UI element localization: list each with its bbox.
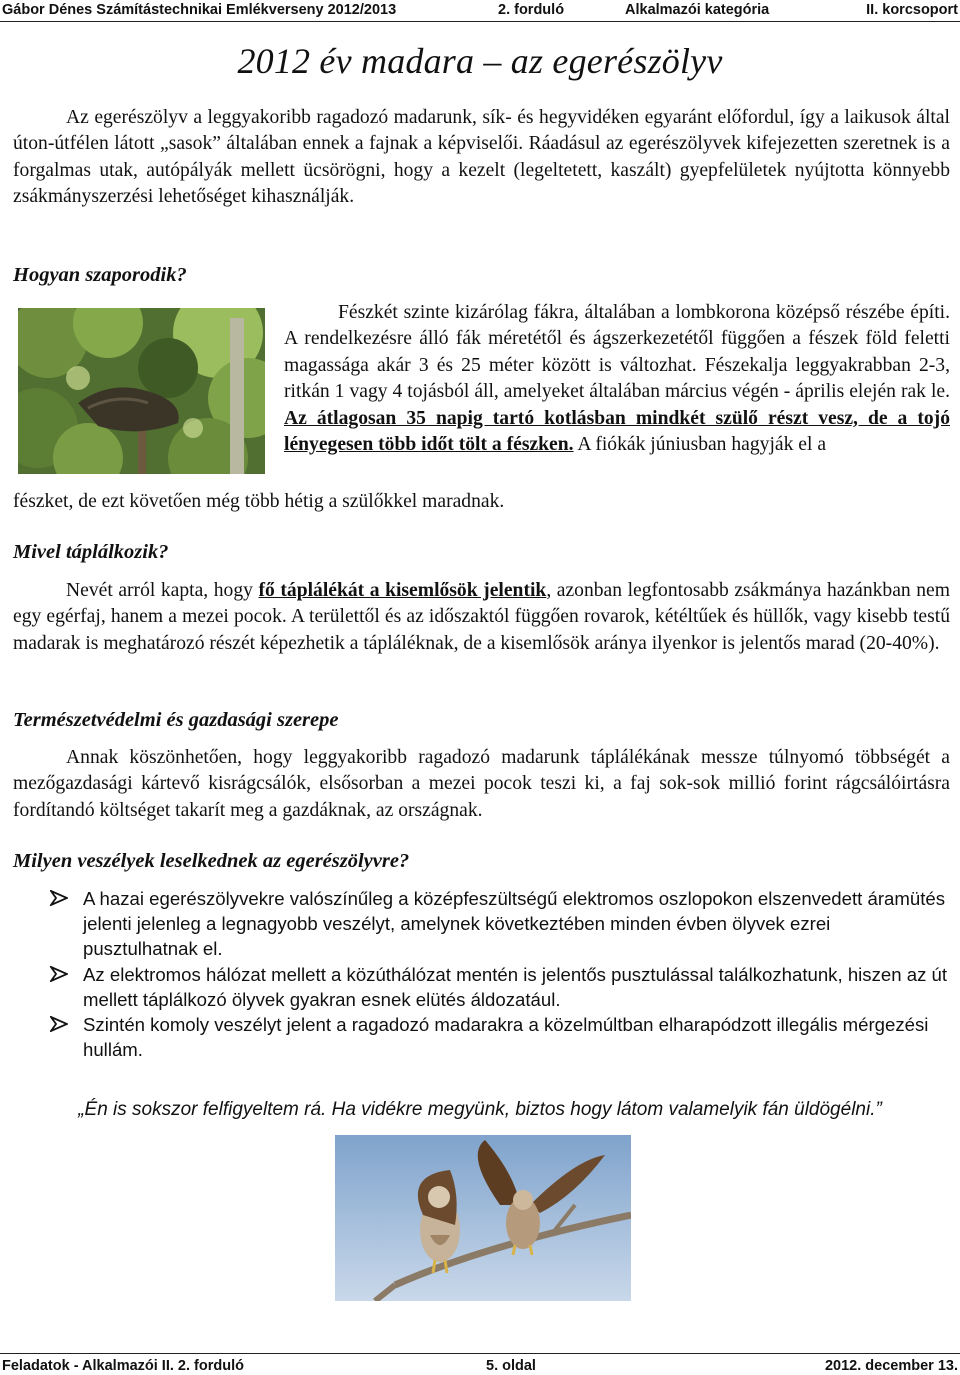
hawks-image [335,1135,631,1301]
footer-left: Feladatok - Alkalmazói II. 2. forduló [2,1358,244,1374]
diet-heading: Mivel táplálkozik? [13,541,169,563]
reproduction-heading: Hogyan szaporodik? [13,264,187,286]
competition-name: Gábor Dénes Számítástechnikai Emlékverseny 2012/2013 [2,2,397,18]
reproduction-underlined-text: Az átlagosan 35 napig tartó kotlásban mindkét szülő részt vesz, de a tojó lényegesen több időt tölt a fészken. [284,407,950,456]
page-header [0,0,960,22]
list-item [50,962,950,1012]
reproduction-continued: fészket, de ezt követően még több hétig a szülőkkel maradnak. [13,491,505,512]
role-heading: Természetvédelmi és gazdasági szerepe [13,709,339,731]
document-title: 2012 év madara – az egerészölyv [237,41,723,81]
hawks-photo [335,1135,631,1301]
page-number: 5. oldal [486,1358,536,1374]
quote: „Én is sokszor felfigyeltem rá. Ha vidékre megyünk, biztos hogy látom valamelyik fán üldögélni.” [78,1099,882,1120]
list-item [50,886,950,962]
danger-text-3: Szintén komoly veszélyt jelent a ragadozó madarakra a közelmúltban elharapódzott illegális mérgezési hullám. [83,1014,929,1061]
diet-text-before: Nevét arról kapta, hogy [66,580,259,601]
diet-paragraph [13,578,950,657]
list-item [50,1012,950,1062]
page-footer [0,1353,960,1375]
arrowhead-bullet-icon [50,966,68,982]
reproduction-text-before: Fészkét szinte kizárólag fákra, általában a lombkorona középső részébe építi. A rendelkezésre álló fák méretétől és ágszerkezetétől függően a fészek föld feletti magassága akár 3 és 25 méter között is változhat. Fészekalja leggyakrabban 2-3, ritkán 1 vagy 4 tojásból áll, amelyeket általában március végén - április elején rak le. [284,302,950,403]
danger-text-1: A hazai egerészölyvekre valószínűleg a középfeszültségű elektromos oszlopokon elszenvedett áramütés jelenti jelenleg a legnagyobb veszélyt, amelynek következtében minden évben ölyvek ezrei pusztulhatnak el. [83,888,945,960]
round-label: 2. forduló [498,2,565,18]
reproduction-paragraph [284,300,950,458]
arrowhead-bullet-icon [50,890,68,906]
nest-photo [18,308,265,474]
category-label: Alkalmazói kategória [625,2,770,18]
reproduction-text-after: A fiókák júniusban hagyják el a [573,434,827,456]
arrowhead-bullet-icon [50,1016,68,1032]
dangers-heading: Milyen veszélyek leselkednek az egerészölyvre? [13,850,410,872]
danger-text-2: Az elektromos hálózat mellett a közúthálózat mentén is jelentős pusztulással találkozhatunk, hiszen az út mellett táplálkozó ölyvek gyakran esnek elütés áldozatául. [83,963,948,1010]
diet-underlined-text: fő táplálékát a kisemlősök jelentik [258,580,547,601]
intro-paragraph: Az egerészölyv a leggyakoribb ragadozó madarunk, sík- és hegyvidéken egyaránt előfordul, így a laikusok által úton-útfélen látott „sasok” általában ennek a fajnak a képviselői. Ráadásul az egerészölyvek kifejezetten szeretnek is a forgalmas utak, autópályák mellett ücsörögni, hogy a kezelt (legeltetett, kaszált) gyepfelületek nyújtotta könnyebb zsákmányszerzési lehetőséget kihasználják. [13,107,950,207]
dangers-list [50,886,950,1062]
role-paragraph: Annak köszönhetően, hogy leggyakoribb ragadozó madarunk táplálékának messze túlnyomó többségét a mezőgazdasági kártevő kisrágcsálók, elsősorban a mezei pocok teszi ki, a faj sok-sok millió forint rágcsálóirtásra fordítandó költséget takarít meg a gazdáknak, az országnak. [13,747,950,821]
footer-date: 2012. december 13. [824,1358,958,1374]
nest-image [18,308,265,474]
diet-text-after: , azonban legfontosabb zsákmánya hazánkban nem egy egérfaj, hanem a mezei pocok. A területtől és az időszaktól függően rovarok, kétéltűek és hüllők, vagy kisebb testű madarak is meghatározó részét képezhetik a tápláléknak, de a kisemlősök aránya ilyenkor is jelentős marad (20-40%). [13,580,950,654]
group-label: II. korcsoport [866,2,958,18]
